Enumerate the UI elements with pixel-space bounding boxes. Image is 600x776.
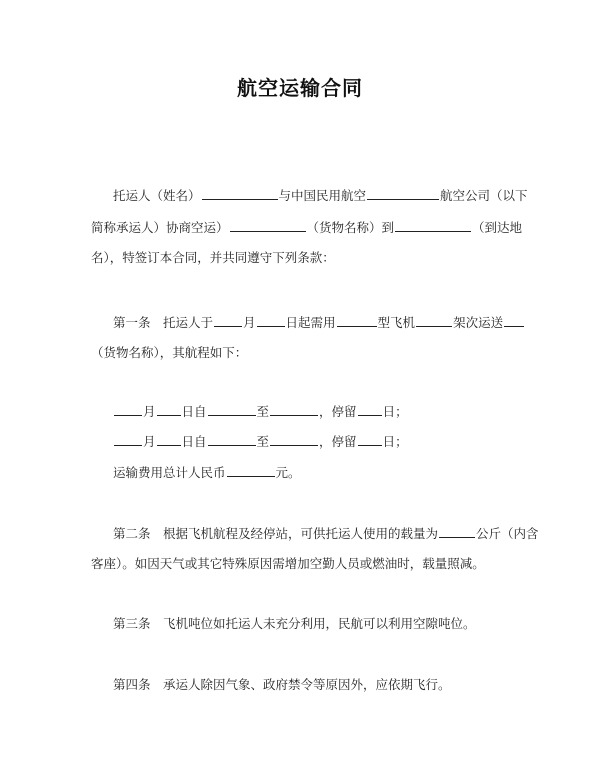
blank-route-to [270,403,318,416]
blank-route-from [208,403,256,416]
route-text: 日； [382,434,408,449]
article1-text: 架次运送 [453,315,504,330]
route-text: 月 [143,404,156,419]
blank-load [439,525,475,538]
intro-text: （到达地 [472,220,523,235]
blank-airline [367,187,439,200]
article1-line-2: （货物名称），其航程如下： [91,345,248,360]
blank-route-month [114,403,142,416]
intro-line-3: 名），特签订本合同，并共同遵守下列条款： [91,250,335,265]
blank-route-month [114,433,142,446]
article1-text: 第一条 托运人于 [113,315,214,330]
blank-route-day [157,433,181,446]
blank-route-stay [358,433,382,446]
blank-route-stay [358,403,382,416]
document-title: 航空运输合同 [237,76,363,100]
route-text: 至 [256,404,270,419]
article2-text: 公斤（内含 [476,526,539,541]
route-text: 日自 [181,404,207,419]
blank-goods-2 [504,314,524,327]
route-text: ，停留 [319,434,357,449]
intro-text: 简称承运人）协商空运） [91,220,229,235]
article2-line-1 [113,525,539,542]
route-line-1 [113,403,408,420]
intro-line-1 [113,187,528,204]
article1-text: 型飞机 [377,315,416,330]
blank-month [214,314,242,327]
article3: 第三条 飞机吨位如托运人未充分利用，民航可以利用空隙吨位。 [113,616,476,631]
route-text: 日； [382,404,408,419]
blank-day [257,314,285,327]
article2-line-2: 客座）。如因天气或其它特殊原因需增加空勤人员或燃油时，载量照减。 [91,556,485,571]
article2-text: 第二条 根据飞机航程及经停站，可供托运人使用的载量为 [113,526,439,541]
blank-route-to [270,433,318,446]
fee-line [113,464,301,481]
blank-fee [227,464,275,477]
fee-text: 元。 [275,465,301,480]
blank-aircraft-type [337,314,377,327]
blank-destination [395,219,471,232]
blank-shipper-name [202,187,278,200]
article4: 第四条 承运人除因气象、政府禁令等原因外，应依期飞行。 [113,677,451,692]
blank-route-from [208,433,256,446]
blank-route-day [157,403,181,416]
intro-text: 托运人（姓名） [113,188,201,203]
route-text: ，停留 [319,404,357,419]
article1-text: 月 [243,315,256,330]
blank-flights [416,314,452,327]
intro-text: 航空公司（以下 [440,188,528,203]
route-text: 日自 [181,434,207,449]
intro-text: 与中国民用航空 [278,188,367,203]
article1-line-1 [113,314,525,331]
fee-text: 运输费用总计人民币 [113,465,226,480]
route-text: 至 [256,434,270,449]
article1-text: 日起需用 [285,315,336,330]
blank-goods [230,219,306,232]
intro-line-2 [91,219,522,236]
route-text: 月 [143,434,156,449]
route-line-2 [113,433,408,450]
intro-text: （货物名称）到 [306,220,395,235]
